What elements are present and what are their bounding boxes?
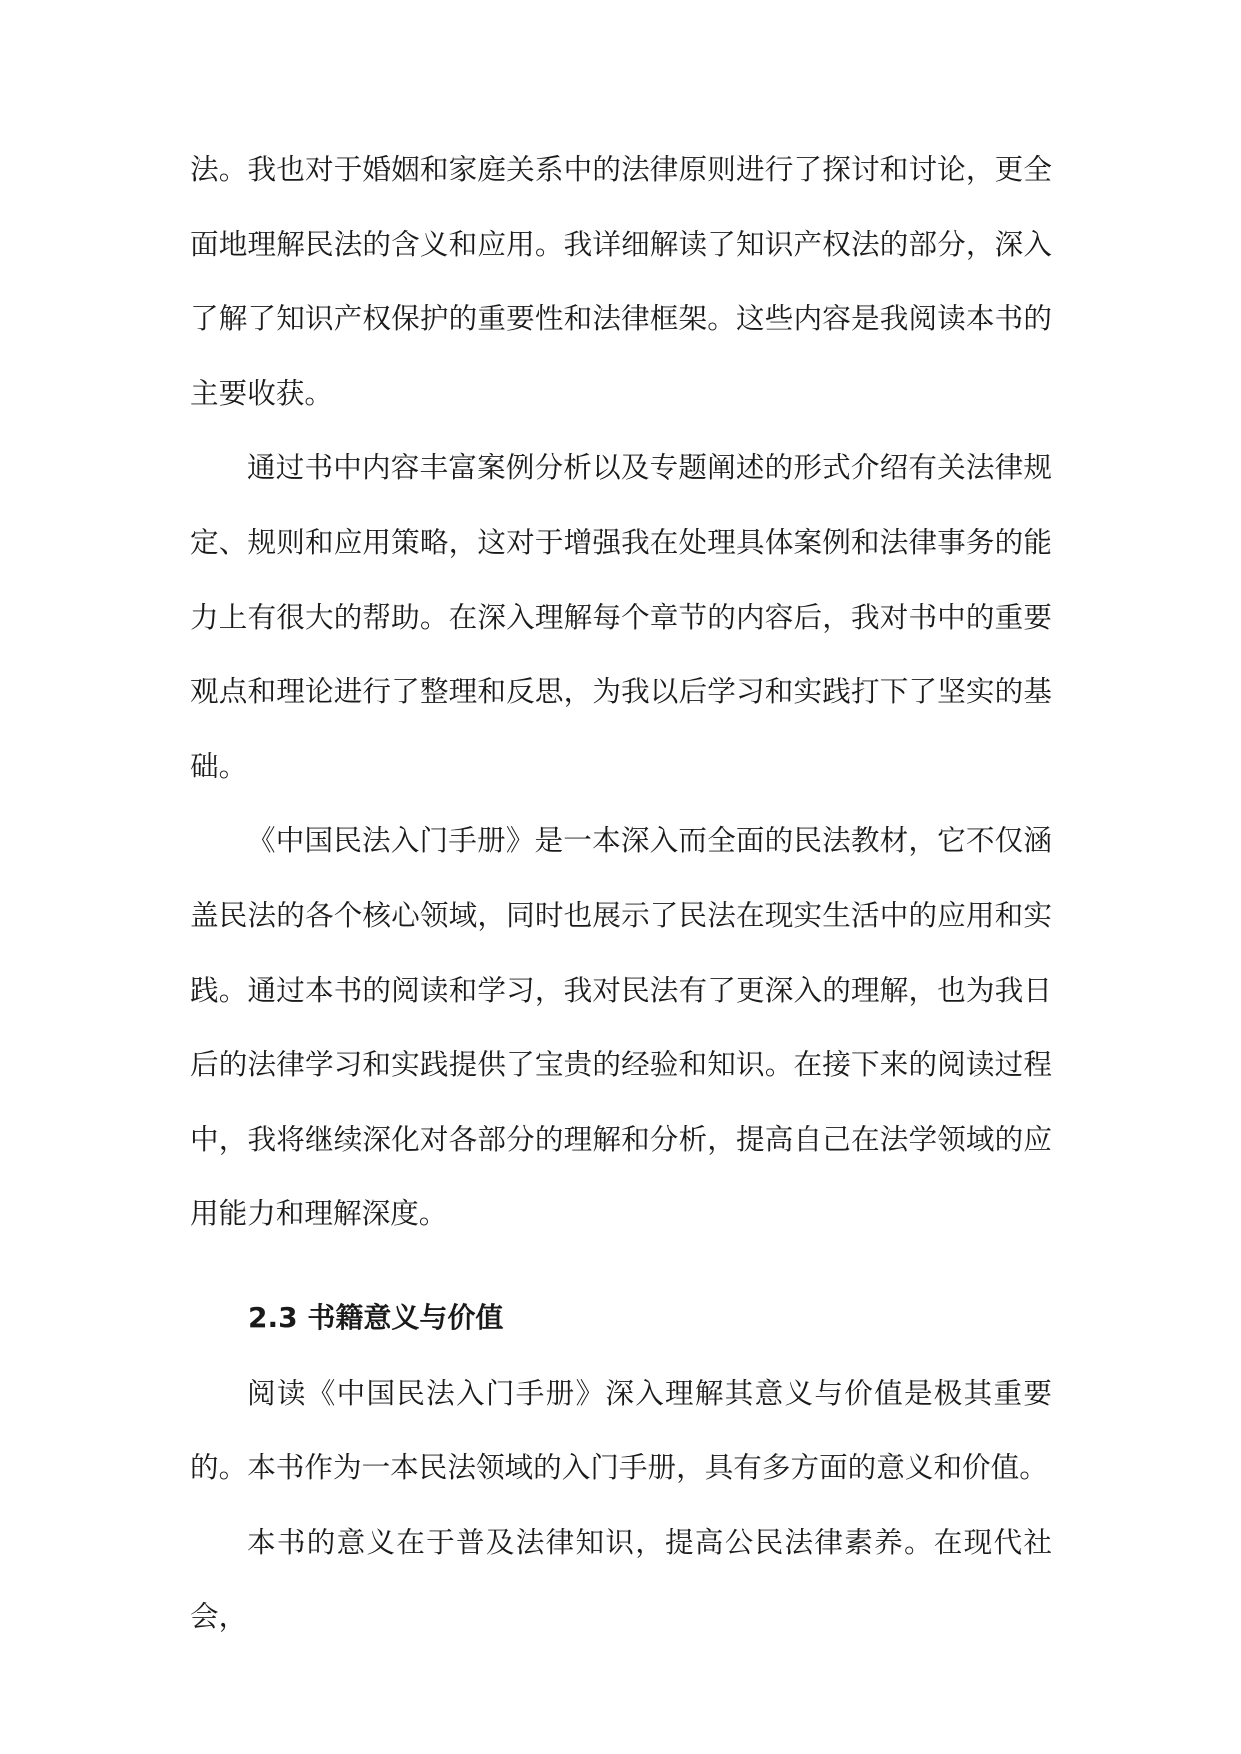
section-heading: 2.3 书籍意义与价值 bbox=[248, 1300, 504, 1334]
paragraph-significance-intro: 阅读《中国民法入门手册》深入理解其意义与价值是极其重要的。本书作为一本民法领域的入门手册，具有多方面的意义和价值。 bbox=[190, 1375, 1052, 1485]
paragraph-significance-detail: 本书的意义在于普及法律知识，提高公民法律素养。在现代社会， bbox=[190, 1524, 1052, 1634]
document-body bbox=[190, 132, 1052, 1654]
paragraph-case-analysis: 通过书中内容丰富案例分析以及专题阐述的形式介绍有关法律规定、规则和应用策略，这对于增强我在处理具体案例和法律事务的能力上有很大的帮助。在深入理解每个章节的内容后，我对书中的重要观点和理论进行了整理和反思，为我以后学习和实践打下了坚实的基础。 bbox=[190, 450, 1052, 783]
paragraph-book-summary: 《中国民法入门手册》是一本深入而全面的民法教材，它不仅涵盖民法的各个核心领域，同时也展示了民法在现实生活中的应用和实践。通过本书的阅读和学习，我对民法有了更深入的理解，也为我日后的法律学习和实践提供了宝贵的经验和知识。在接下来的阅读过程中，我将继续深化对各部分的理解和分析，提高自己在法学领域的应用能力和理解深度。 bbox=[190, 823, 1052, 1231]
paragraph-continuation: 法。我也对于婚姻和家庭关系中的法律原则进行了探讨和讨论，更全面地理解民法的含义和应用。我详细解读了知识产权法的部分，深入了解了知识产权保护的重要性和法律框架。这些内容是我阅读本书的主要收获。 bbox=[190, 152, 1052, 410]
